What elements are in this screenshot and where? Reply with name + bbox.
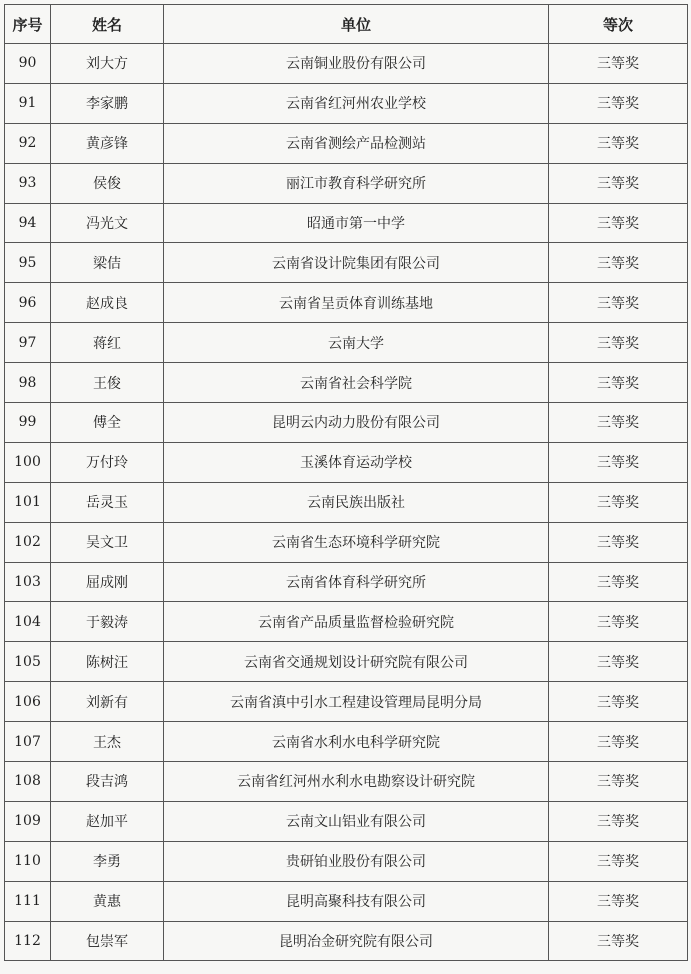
index-cell: 108 [5,762,51,802]
name-cell: 于毅涛 [51,602,164,642]
rank-cell: 三等奖 [549,921,688,961]
index-cell: 104 [5,602,51,642]
unit-cell: 云南省设计院集团有限公司 [164,243,549,283]
table-row [5,562,688,602]
header-unit: 单位 [164,5,549,44]
unit-cell: 云南省呈贡体育训练基地 [164,283,549,323]
name-cell: 傅全 [51,403,164,443]
unit-cell: 云南大学 [164,323,549,363]
table-row [5,123,688,163]
table-row [5,363,688,403]
rank-cell: 三等奖 [549,363,688,403]
rank-cell: 三等奖 [549,801,688,841]
rank-cell: 三等奖 [549,522,688,562]
index-cell: 94 [5,203,51,243]
table-row [5,522,688,562]
name-cell: 黄惠 [51,881,164,921]
index-cell: 98 [5,363,51,403]
table-row [5,642,688,682]
unit-cell: 昭通市第一中学 [164,203,549,243]
unit-cell: 云南铜业股份有限公司 [164,44,549,84]
index-cell: 95 [5,243,51,283]
rank-cell: 三等奖 [549,403,688,443]
name-cell: 李家鹏 [51,83,164,123]
rank-cell: 三等奖 [549,243,688,283]
rank-cell: 三等奖 [549,123,688,163]
table-header [5,5,688,44]
table-row [5,881,688,921]
name-cell: 刘新有 [51,682,164,722]
rank-cell: 三等奖 [549,83,688,123]
table-row [5,841,688,881]
index-cell: 90 [5,44,51,84]
table-row [5,482,688,522]
name-cell: 李勇 [51,841,164,881]
rank-cell: 三等奖 [549,203,688,243]
name-cell: 梁佶 [51,243,164,283]
index-cell: 97 [5,323,51,363]
table-row [5,403,688,443]
name-cell: 屈成刚 [51,562,164,602]
index-cell: 92 [5,123,51,163]
table-body [5,44,688,961]
index-cell: 101 [5,482,51,522]
rank-cell: 三等奖 [549,442,688,482]
rank-cell: 三等奖 [549,722,688,762]
table-row [5,243,688,283]
name-cell: 包崇军 [51,921,164,961]
unit-cell: 昆明高聚科技有限公司 [164,881,549,921]
name-cell: 黄彦锋 [51,123,164,163]
name-cell: 万付玲 [51,442,164,482]
table-row [5,323,688,363]
name-cell: 吴文卫 [51,522,164,562]
table-row [5,762,688,802]
unit-cell: 贵研铂业股份有限公司 [164,841,549,881]
rank-cell: 三等奖 [549,44,688,84]
rank-cell: 三等奖 [549,163,688,203]
index-cell: 105 [5,642,51,682]
unit-cell: 昆明云内动力股份有限公司 [164,403,549,443]
unit-cell: 昆明冶金研究院有限公司 [164,921,549,961]
table-row [5,921,688,961]
index-cell: 107 [5,722,51,762]
index-cell: 91 [5,83,51,123]
table-row [5,602,688,642]
unit-cell: 玉溪体育运动学校 [164,442,549,482]
table-row [5,83,688,123]
name-cell: 刘大方 [51,44,164,84]
table-row [5,801,688,841]
rank-cell: 三等奖 [549,682,688,722]
unit-cell: 云南省社会科学院 [164,363,549,403]
rank-cell: 三等奖 [549,323,688,363]
unit-cell: 云南省生态环境科学研究院 [164,522,549,562]
name-cell: 蒋红 [51,323,164,363]
table-row [5,722,688,762]
unit-cell: 云南民族出版社 [164,482,549,522]
index-cell: 100 [5,442,51,482]
rank-cell: 三等奖 [549,762,688,802]
unit-cell: 丽江市教育科学研究所 [164,163,549,203]
unit-cell: 云南省测绘产品检测站 [164,123,549,163]
unit-cell: 云南省红河州水利水电勘察设计研究院 [164,762,549,802]
rank-cell: 三等奖 [549,562,688,602]
table-row [5,442,688,482]
unit-cell: 云南省红河州农业学校 [164,83,549,123]
name-cell: 王杰 [51,722,164,762]
index-cell: 111 [5,881,51,921]
name-cell: 岳灵玉 [51,482,164,522]
name-cell: 冯光文 [51,203,164,243]
header-index: 序号 [5,5,51,44]
table-row [5,44,688,84]
rank-cell: 三等奖 [549,602,688,642]
index-cell: 96 [5,283,51,323]
unit-cell: 云南省水利水电科学研究院 [164,722,549,762]
unit-cell: 云南省产品质量监督检验研究院 [164,602,549,642]
name-cell: 段吉鸿 [51,762,164,802]
name-cell: 赵加平 [51,801,164,841]
index-cell: 103 [5,562,51,602]
unit-cell: 云南省体育科学研究所 [164,562,549,602]
index-cell: 106 [5,682,51,722]
rank-cell: 三等奖 [549,841,688,881]
table-row [5,203,688,243]
unit-cell: 云南省交通规划设计研究院有限公司 [164,642,549,682]
index-cell: 109 [5,801,51,841]
index-cell: 102 [5,522,51,562]
name-cell: 王俊 [51,363,164,403]
unit-cell: 云南省滇中引水工程建设管理局昆明分局 [164,682,549,722]
rank-cell: 三等奖 [549,283,688,323]
index-cell: 112 [5,921,51,961]
index-cell: 110 [5,841,51,881]
table-row [5,163,688,203]
header-name: 姓名 [51,5,164,44]
unit-cell: 云南文山铝业有限公司 [164,801,549,841]
header-row [5,5,688,44]
awards-table [4,4,688,961]
header-rank: 等次 [549,5,688,44]
name-cell: 陈树汪 [51,642,164,682]
table-row [5,682,688,722]
name-cell: 赵成良 [51,283,164,323]
rank-cell: 三等奖 [549,482,688,522]
index-cell: 93 [5,163,51,203]
index-cell: 99 [5,403,51,443]
rank-cell: 三等奖 [549,881,688,921]
table-row [5,283,688,323]
name-cell: 侯俊 [51,163,164,203]
rank-cell: 三等奖 [549,642,688,682]
